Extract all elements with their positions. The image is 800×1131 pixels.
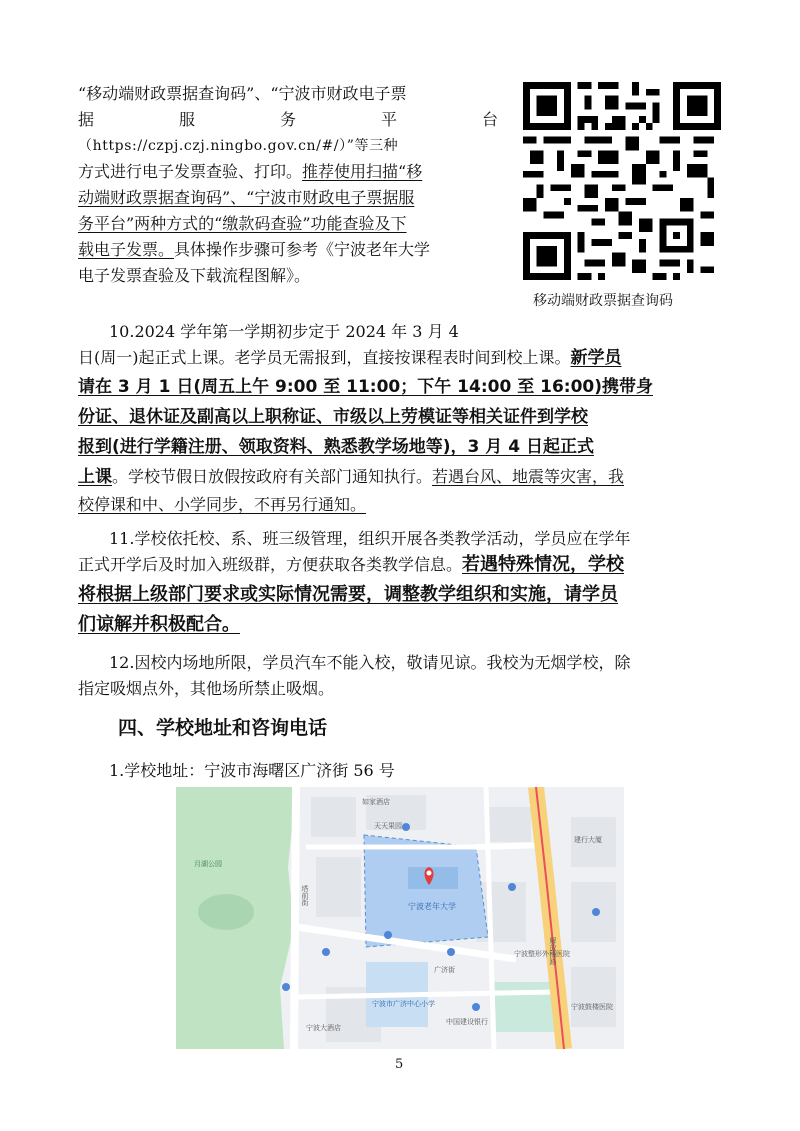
para10-line5: 报到(进行学籍注册、领取资料、熟悉教学场地等)，3 月 4 日起正式 <box>78 437 594 457</box>
para9-word: 务 <box>279 110 296 129</box>
para11-line3: 将根据上级部门要求或实际情况需要，调整教学组织和实施，请学员 <box>78 584 618 605</box>
para11-notice: 若遇特殊情况，学校 <box>462 554 625 575</box>
para10-line3: 请在 3 月 1 日(周五上午 9:00 至 11:00；下午 14:00 至 16:00)携带身 <box>78 377 654 397</box>
para9-word: 据 <box>78 110 95 129</box>
para9-word: 台 <box>481 110 498 129</box>
para9-word: 服 <box>178 110 195 129</box>
map-label-building: 建行大厦 <box>574 836 602 844</box>
para9-line4 <box>78 159 422 185</box>
para9-line6: 务平台”两种方式的“缴款码查验”功能查验及下 <box>78 214 407 233</box>
para11-text: 正式开学后及时加入班级群，方便获取各类教学信息。 <box>78 555 463 574</box>
map-label-hospital: 宁波整形外科医院 <box>514 950 570 958</box>
para11-line4: 们谅解并积极配合。 <box>78 614 240 635</box>
para9-line2 <box>78 107 498 133</box>
school-map[interactable] <box>176 787 624 1049</box>
para10-disaster: 若遇台风、地震等灾害，我 <box>432 467 625 486</box>
para12-line1: 12.因校内场地所限，学员汽车不能入校，敬请见谅。我校为无烟学校，除 <box>109 653 631 672</box>
para9-line7 <box>78 237 430 263</box>
school-campus <box>364 835 488 947</box>
para10-line1: 10.2024 学年第一学期初步定于 2024 年 3 月 4 <box>109 322 459 341</box>
para10-line6 <box>78 464 624 490</box>
map-label-north-st: 塔前街 <box>301 885 309 906</box>
map-label-hotel: 如家酒店 <box>362 798 390 806</box>
para9-recommend-end: 载电子发票。 <box>78 240 175 259</box>
para10-line4: 份证、退休证及副高以上职称证、市级以上劳模证等相关证件到学校 <box>78 407 588 427</box>
para11-line2 <box>78 552 624 578</box>
map-label-street: 广济街 <box>434 966 455 974</box>
page-number: 5 <box>395 1057 404 1072</box>
para9-url-line: （https://czpj.czj.ningbo.gov.cn/#/）”等三种 <box>78 138 399 154</box>
para10-text: 。学校节假日放假按政府有关部门通知执行。 <box>112 467 433 486</box>
para10-new-students: 新学员 <box>570 348 622 368</box>
para10-text: 日(周一)起正式上课。老学员无需报到，直接按课程表时间到校上课。 <box>78 348 571 367</box>
school-address: 1.学校地址：宁波市海曙区广济街 56 号 <box>109 761 395 780</box>
para11-line1: 11.学校依托校、系、班三级管理，组织开展各类教学活动，学员应在学年 <box>109 529 631 548</box>
para9-line8: 电子发票查验及下载流程图解》。 <box>78 266 311 285</box>
para10-class-start: 上课 <box>78 467 112 487</box>
para9-text: 具体操作步骤可参考《宁波老年大学 <box>174 240 431 259</box>
map-label-school: 宁波老年大学 <box>408 902 456 911</box>
para9-text: 方式进行电子发票查验、打印。 <box>78 162 303 181</box>
qr-code <box>523 82 721 280</box>
map-label-bank: 中国建设银行 <box>446 1018 488 1026</box>
para10-line2 <box>78 345 622 371</box>
section-heading: 四、学校地址和咨询电话 <box>118 717 328 739</box>
park-pond <box>198 894 254 930</box>
qr-caption: 移动端财政票据查询码 <box>533 293 673 309</box>
para9-line1: “移动端财政票据查询码”、“宁波市财政电子票 <box>78 84 407 103</box>
para9-recommend: 推荐使用扫描“移 <box>302 162 423 181</box>
map-label-middle-school: 宁波市广济中心小学 <box>372 1000 435 1008</box>
map-label-clinic: 宁波鼓楼医院 <box>571 1003 613 1011</box>
map-label-plaza: 天天果园 <box>374 822 402 830</box>
para9-word: 平 <box>380 110 397 129</box>
map-label-fuyang: 宁波大酒店 <box>306 1024 341 1032</box>
para9-line5: 动端财政票据查询码”、“宁波市财政电子票据服 <box>78 188 415 207</box>
map-label-park: 月湖公园 <box>194 860 222 868</box>
para10-line7: 校停课和中、小学同步，不再另行通知。 <box>78 495 367 514</box>
para12-line2: 指定吸烟点外，其他场所禁止吸烟。 <box>78 679 335 698</box>
map-label-east-rd: 解放南路 <box>549 937 557 965</box>
